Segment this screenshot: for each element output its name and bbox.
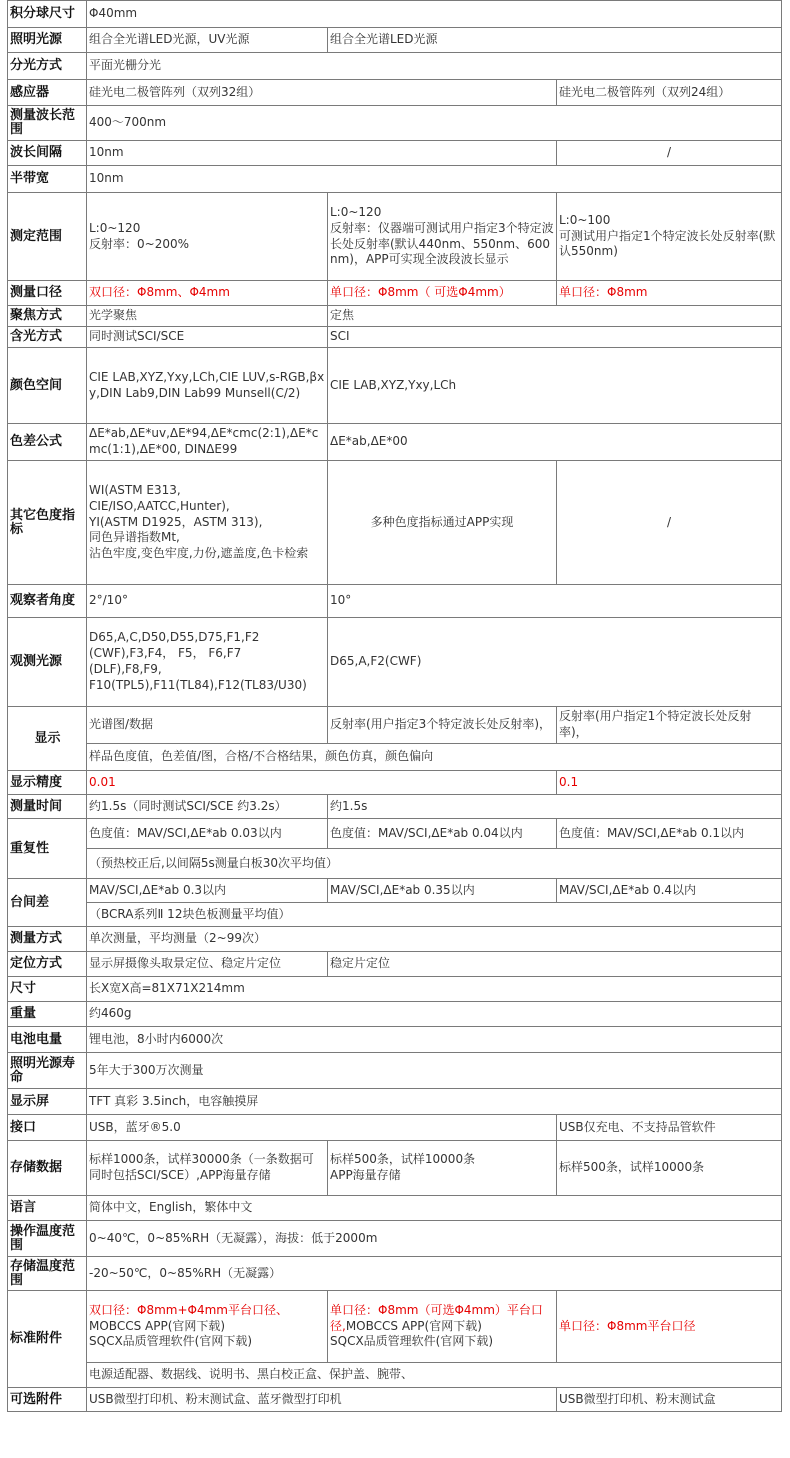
- row-label: 感应器: [8, 80, 87, 106]
- value-cell: 长X宽X高=81X71X214mm: [87, 977, 782, 1002]
- row-label: 观测光源: [8, 618, 87, 707]
- value-cell: L:0~120 反射率：0~200%: [87, 193, 328, 281]
- value-cell: 色度值：MAV/SCI,ΔE*ab 0.04以内: [328, 819, 557, 849]
- row-std-accessories-common: [8, 1363, 782, 1388]
- value-cell: 平面光栅分光: [87, 53, 782, 80]
- row-repeatability: [8, 819, 782, 849]
- value-cell: 光学聚焦: [87, 306, 328, 327]
- value-cell: USB仅充电、不支持品管软件: [557, 1115, 782, 1141]
- row-other-indices: [8, 461, 782, 585]
- value-cell: 约460g: [87, 1002, 782, 1027]
- value-cell: Φ40mm: [87, 1, 782, 28]
- row-label: 语言: [8, 1196, 87, 1221]
- value-cell: ΔE*ab,ΔE*00: [328, 424, 782, 461]
- row-battery: [8, 1027, 782, 1053]
- row-lamp-life: [8, 1053, 782, 1089]
- row-split-method: [8, 53, 782, 80]
- row-label: 积分球尺寸: [8, 1, 87, 28]
- row-label: 波长间隔: [8, 141, 87, 166]
- value-cell: 锂电池，8小时内6000次: [87, 1027, 782, 1053]
- row-display-2: [8, 744, 782, 771]
- value-cell: 标样1000条，试样30000条（一条数据可同时包括SCI/SCE）,APP海量存储: [87, 1141, 328, 1196]
- row-label: 测量时间: [8, 795, 87, 819]
- value-cell: CIE LAB,XYZ,Yxy,LCh: [328, 348, 782, 424]
- value-cell: 样品色度值，色差值/图，合格/不合格结果，颜色仿真，颜色偏向: [87, 744, 782, 771]
- accessory-rest: MOBCCS APP(官网下载) SQCX品质管理软件(官网下载): [89, 1318, 253, 1349]
- row-focus: [8, 306, 782, 327]
- row-label: 分光方式: [8, 53, 87, 80]
- value-cell: 显示屏摄像头取景定位、稳定片定位: [87, 952, 328, 977]
- value-cell: USB微型打印机、粉末测试盒: [557, 1388, 782, 1412]
- value-cell: 组合全光谱LED光源，UV光源: [87, 28, 328, 53]
- row-interface: [8, 1115, 782, 1141]
- value-cell: 0~40℃，0~85%RH（无凝露），海拔：低于2000m: [87, 1221, 782, 1257]
- value-cell: USB微型打印机、粉末测试盒、蓝牙微型打印机: [87, 1388, 557, 1412]
- row-label: 其它色度指标: [8, 461, 87, 585]
- row-half-bandwidth: [8, 166, 782, 193]
- value-cell: （BCRA系列Ⅱ 12块色板测量平均值）: [87, 903, 782, 927]
- value-cell: 同时测试SCI/SCE: [87, 327, 328, 348]
- row-label: 照明光源寿命: [8, 1053, 87, 1089]
- value-cell: TFT 真彩 3.5inch，电容触摸屏: [87, 1089, 782, 1115]
- value-cell: 多种色度指标通过APP实现: [328, 461, 557, 585]
- value-cell: L:0~100 可测试用户指定1个特定波长处反射率(默认550nm): [557, 193, 782, 281]
- row-light-source: [8, 618, 782, 707]
- value-cell: ΔE*ab,ΔE*uv,ΔE*94,ΔE*cmc(2:1),ΔE*cmc(1:1),ΔE*00, DINΔE99: [87, 424, 328, 461]
- value-cell: 0.01: [87, 771, 557, 795]
- value-cell: 单次测量，平均测量（2~99次）: [87, 927, 782, 952]
- spec-table: [7, 0, 782, 1412]
- value-cell: 光谱图/数据: [87, 707, 328, 744]
- row-positioning: [8, 952, 782, 977]
- value-cell: USB，蓝牙®5.0: [87, 1115, 557, 1141]
- row-label: 标准附件: [8, 1291, 87, 1388]
- row-label: 可选附件: [8, 1388, 87, 1412]
- row-storage-temp: [8, 1257, 782, 1291]
- value-cell: -20~50℃，0~85%RH（无凝露）: [87, 1257, 782, 1291]
- value-cell: 稳定片定位: [328, 952, 782, 977]
- value-cell: 硅光电二极管阵列（双列24组）: [557, 80, 782, 106]
- value-cell: 单口径：Φ8mm: [557, 281, 782, 306]
- row-label: 聚焦方式: [8, 306, 87, 327]
- value-cell: 0.1: [557, 771, 782, 795]
- row-aperture: [8, 281, 782, 306]
- row-label: 显示屏: [8, 1089, 87, 1115]
- value-cell: 单口径：Φ8mm（ 可选Φ4mm）: [328, 281, 557, 306]
- row-sensor: [8, 80, 782, 106]
- value-cell: SCI: [328, 327, 782, 348]
- value-cell: MAV/SCI,ΔE*ab 0.35以内: [328, 879, 557, 903]
- value-cell: 5年大于300万次测量: [87, 1053, 782, 1089]
- value-cell: 反射率(用户指定1个特定波长处反射率)，: [557, 707, 782, 744]
- accessory-highlight: 单口径：Φ8mm（可选Φ4mm）平台口径,: [330, 1302, 543, 1333]
- row-label: 尺寸: [8, 977, 87, 1002]
- row-label: 重量: [8, 1002, 87, 1027]
- value-cell: 标样500条，试样10000条 APP海量存储: [328, 1141, 557, 1196]
- row-language: [8, 1196, 782, 1221]
- row-label: 测量方式: [8, 927, 87, 952]
- value-cell: D65,A,F2(CWF): [328, 618, 782, 707]
- accessory-rest: MOBCCS APP(官网下载) SQCX品质管理软件(官网下载): [330, 1318, 494, 1349]
- value-cell: 反射率(用户指定3个特定波长处反射率)，: [328, 707, 557, 744]
- row-observer: [8, 585, 782, 618]
- row-storage: [8, 1141, 782, 1196]
- value-cell: /: [557, 141, 782, 166]
- value-cell: （预热校正后,以间隔5s测量白板30次平均值）: [87, 849, 782, 879]
- row-display: [8, 707, 782, 744]
- value-cell: MAV/SCI,ΔE*ab 0.4以内: [557, 879, 782, 903]
- row-color-space: [8, 348, 782, 424]
- row-label: 存储数据: [8, 1141, 87, 1196]
- value-cell: WI(ASTM E313, CIE/ISO,AATCC,Hunter), YI(ASTM D1925，ASTM 313), 同色异谱指数Mt, 沾色牢度,变色牢度,力份,遮盖度,色卡检索: [87, 461, 328, 585]
- row-label: 色差公式: [8, 424, 87, 461]
- row-inter-instrument: [8, 879, 782, 903]
- row-label: 照明光源: [8, 28, 87, 53]
- value-cell: 标样500条，试样10000条: [557, 1141, 782, 1196]
- row-label: 定位方式: [8, 952, 87, 977]
- value-cell: 组合全光谱LED光源: [328, 28, 782, 53]
- value-cell: 色度值：MAV/SCI,ΔE*ab 0.03以内: [87, 819, 328, 849]
- row-opt-accessories: [8, 1388, 782, 1412]
- row-std-accessories: [8, 1291, 782, 1363]
- row-label: 电池电量: [8, 1027, 87, 1053]
- row-wavelength-interval: [8, 141, 782, 166]
- row-measure-range: [8, 193, 782, 281]
- row-specular: [8, 327, 782, 348]
- row-label: 台间差: [8, 879, 87, 927]
- value-cell: 电源适配器、数据线、说明书、黑白校正盒、保护盖、腕带、: [87, 1363, 782, 1388]
- row-size: [8, 977, 782, 1002]
- value-cell: MAV/SCI,ΔE*ab 0.3以内: [87, 879, 328, 903]
- row-op-temp: [8, 1221, 782, 1257]
- value-cell: [87, 1291, 328, 1363]
- row-illumination: [8, 28, 782, 53]
- row-repeatability-note: [8, 849, 782, 879]
- row-label: 接口: [8, 1115, 87, 1141]
- row-label: 观察者角度: [8, 585, 87, 618]
- row-label: 存储温度范围: [8, 1257, 87, 1291]
- value-cell: 10nm: [87, 141, 557, 166]
- value-cell: 10°: [328, 585, 782, 618]
- value-cell: 400～700nm: [87, 106, 782, 141]
- value-cell: 约1.5s: [328, 795, 782, 819]
- value-cell: 双口径：Φ8mm、Φ4mm: [87, 281, 328, 306]
- value-cell: 单口径：Φ8mm平台口径: [557, 1291, 782, 1363]
- row-label: 含光方式: [8, 327, 87, 348]
- value-cell: /: [557, 461, 782, 585]
- row-label: 显示精度: [8, 771, 87, 795]
- row-inter-instrument-note: [8, 903, 782, 927]
- row-label: 颜色空间: [8, 348, 87, 424]
- value-cell: CIE LAB,XYZ,Yxy,LCh,CIE LUV,s-RGB,βxy,DIN Lab9,DIN Lab99 Munsell(C/2): [87, 348, 328, 424]
- row-measure-time: [8, 795, 782, 819]
- row-color-diff: [8, 424, 782, 461]
- row-wavelength-range: [8, 106, 782, 141]
- row-integrating-sphere: [8, 1, 782, 28]
- row-label: 半带宽: [8, 166, 87, 193]
- value-cell: L:0~120 反射率：仪器端可测试用户指定3个特定波长处反射率(默认440nm、550nm、600nm)，APP可实现全波段波长显示: [328, 193, 557, 281]
- value-cell: 约1.5s（同时测试SCI/SCE 约3.2s）: [87, 795, 328, 819]
- row-display-precision: [8, 771, 782, 795]
- row-measure-mode: [8, 927, 782, 952]
- value-cell: D65,A,C,D50,D55,D75,F1,F2 (CWF),F3,F4， F5， F6,F7 (DLF),F8,F9, F10(TPL5),F11(TL84),F12(TL83/U30): [87, 618, 328, 707]
- value-cell: 2°/10°: [87, 585, 328, 618]
- value-cell: 简体中文，English，繁体中文: [87, 1196, 782, 1221]
- row-label: 测定范围: [8, 193, 87, 281]
- value-cell: 色度值：MAV/SCI,ΔE*ab 0.1以内: [557, 819, 782, 849]
- row-label: 测量波长范围: [8, 106, 87, 141]
- value-cell: 10nm: [87, 166, 782, 193]
- accessory-highlight: 双口径：Φ8mm+Φ4mm平台口径、: [89, 1302, 288, 1317]
- value-cell: 定焦: [328, 306, 782, 327]
- value-cell: [328, 1291, 557, 1363]
- row-label: 显示: [8, 707, 87, 771]
- row-screen: [8, 1089, 782, 1115]
- row-label: 重复性: [8, 819, 87, 879]
- row-label: 测量口径: [8, 281, 87, 306]
- row-label: 操作温度范围: [8, 1221, 87, 1257]
- row-weight: [8, 1002, 782, 1027]
- value-cell: 硅光电二极管阵列（双列32组）: [87, 80, 557, 106]
